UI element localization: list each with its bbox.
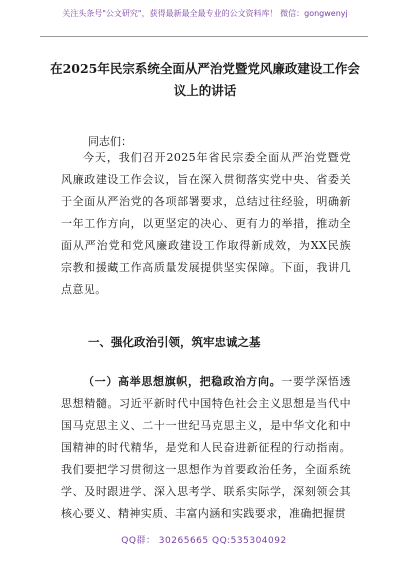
footer-contact: QQ群： 30265665 QQ:535304092 <box>121 536 287 546</box>
subsection-paragraph-1 <box>61 371 351 525</box>
header-divider <box>40 36 368 37</box>
section-heading-1: 一、强化政治引领，筑牢忠诚之基 <box>88 335 261 349</box>
header-notice: 关注头条号"公文研究"，获得最新最全最专业的公文资料库！ 微信：gongwenyj <box>62 9 348 18</box>
document-title: 在2025年民宗系统全面从严治党暨党风廉政建设工作会议上的讲话 <box>50 61 360 98</box>
intro-paragraph: 今天，我们召开2025年省民宗委全面从严治党暨党风廉政建设工作会议，旨在深入贯彻落实党中央、省委关于全面从严治党的各项部署要求，总结过往经验，明确新一年工作方向，以更坚定的决心、更有力的举措，推动全面从严治党和党风廉政建设工作取得新成效，为XX民族宗教和援藏工作高质量发展提供坚实保障。下面，我讲几点意见。 <box>61 151 351 296</box>
subsection-heading-1: （一）高举思想旗帜，把稳政治方向。 <box>83 375 282 388</box>
subsection-body-1: 一要学深悟透思想精髓。习近平新时代中国特色社会主义思想是当代中国马克思主义、二十一世纪马克思主义，是中华文化和中国精神的时代精华，是党和人民奋进新征程的行动指南。我们要把学习贯彻这一思想作为首要政治任务，全面系统学、及时跟进学、深入思考学、联系实际学，深刻领会其核心要义、精神实质、丰富内涵和实践要求，准确把握贯 <box>61 375 351 520</box>
greeting: 同志们： <box>88 135 132 148</box>
